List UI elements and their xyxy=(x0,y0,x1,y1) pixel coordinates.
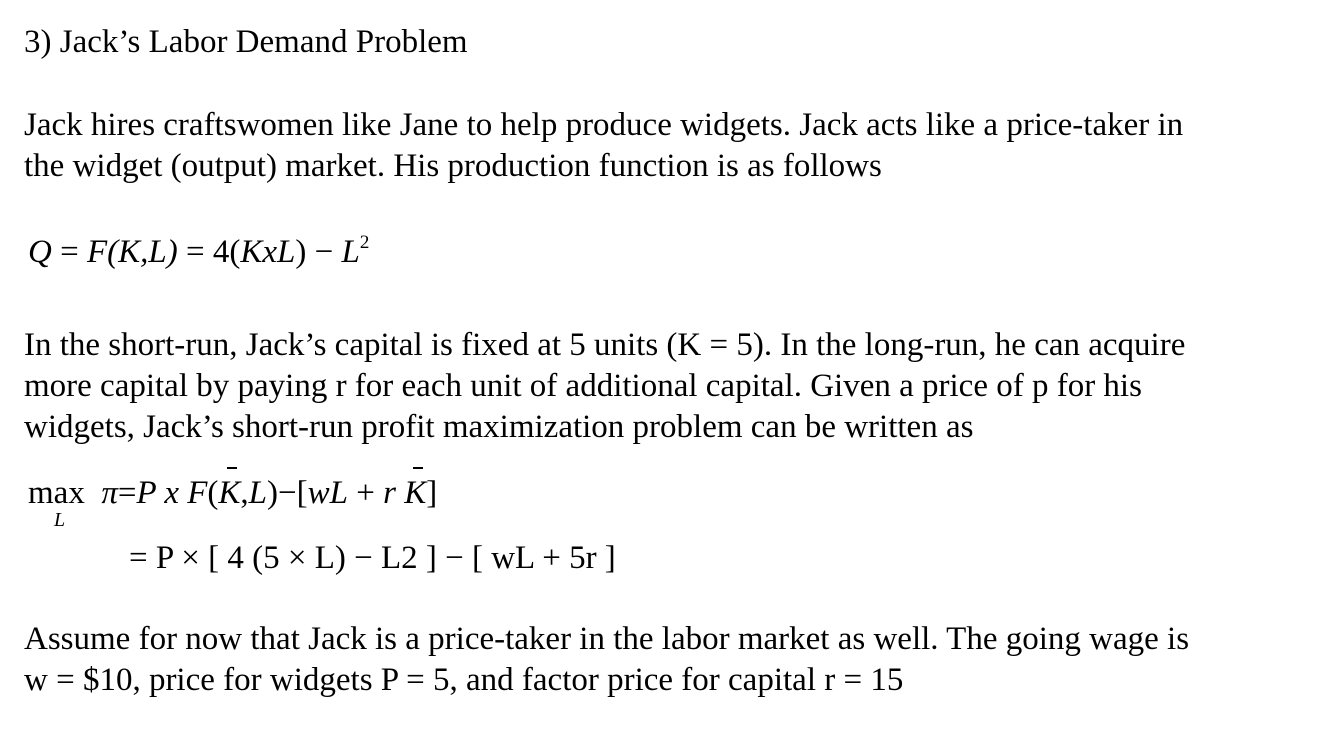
max-r: r xyxy=(383,475,396,511)
max-p: P xyxy=(136,475,157,511)
shortrun-line-3: widgets, Jack’s short-run profit maximization problem can be written as xyxy=(24,409,974,445)
formula-exponent: 2 xyxy=(359,232,370,253)
max-plus: + xyxy=(348,475,384,511)
production-function-formula xyxy=(28,232,369,277)
max-subscript-l: L xyxy=(54,509,66,531)
max-operator: max xyxy=(28,475,85,511)
max-k-bar: K xyxy=(218,475,241,511)
max-pi: π xyxy=(101,475,118,511)
formula-args: (K,L) xyxy=(107,234,178,270)
max-x: x xyxy=(156,475,188,511)
formula-minus: ) − xyxy=(295,234,342,270)
max-eq: = xyxy=(117,475,137,511)
max-end: ] xyxy=(426,475,438,511)
formula-equals-2: = 4( xyxy=(177,234,241,270)
formula-kxl: KxL xyxy=(240,234,296,270)
max-l: L xyxy=(248,475,268,511)
shortrun-line-2: more capital by paying r for each unit of additional capital. Given a price of p for his xyxy=(24,368,1142,404)
max-wl: wL xyxy=(307,475,348,511)
max-comma: , xyxy=(240,475,249,511)
max-open: ( xyxy=(207,475,219,511)
formula-f: F xyxy=(86,234,108,270)
shortrun-line-1: In the short-run, Jack’s capital is fixed at 5 units (K = 5). In the long-run, he can acquire xyxy=(24,327,1186,363)
intro-line-2: the widget (output) market. His production function is as follows xyxy=(24,148,882,184)
assume-line-2: w = $10, price for widgets P = 5, and factor price for capital r = 15 xyxy=(24,662,904,698)
problem-heading: 3) Jack’s Labor Demand Problem xyxy=(24,24,468,60)
profit-second-line: = P × [ 4 (5 × L) − L2 ] − [ wL + 5r ] xyxy=(129,540,616,576)
formula-equals-1: = xyxy=(51,234,87,270)
intro-line-1: Jack hires craftswomen like Jane to help produce widgets. Jack acts like a price-taker in xyxy=(24,107,1184,143)
max-close: ) xyxy=(267,475,279,511)
max-formula xyxy=(28,473,437,513)
max-minus: −[ xyxy=(278,475,308,511)
formula-q: Q xyxy=(28,234,52,270)
max-k2-bar: K xyxy=(404,475,427,511)
max-f: F xyxy=(187,475,208,511)
assume-line-1: Assume for now that Jack is a price-taker in the labor market as well. The going wage is xyxy=(24,621,1190,657)
formula-l: L xyxy=(341,234,360,270)
